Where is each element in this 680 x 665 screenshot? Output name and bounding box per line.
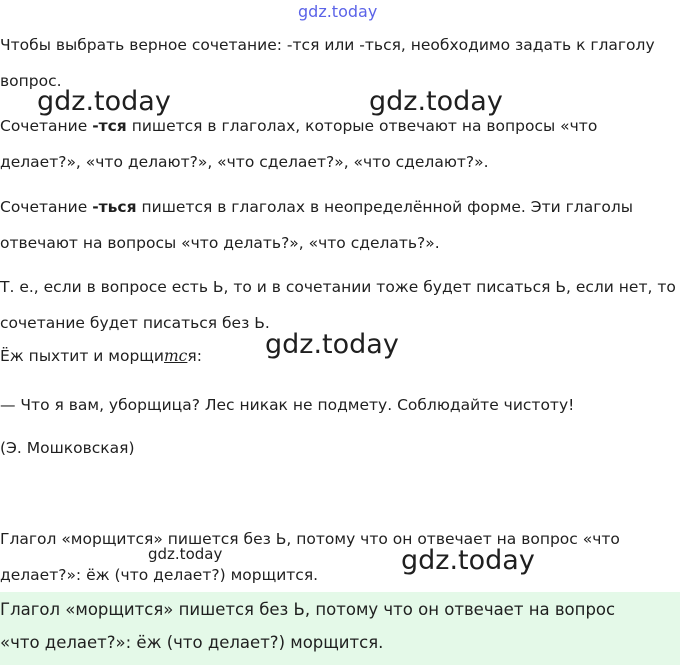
answer-box: [0, 592, 680, 665]
explanation-line-2: делает?»: ёж (что делает?) морщится.: [0, 566, 319, 584]
watermark-top: gdz.today: [298, 2, 378, 21]
tsya2-rule-line-2: отвечают на вопросы «что делать?», «что сделать?».: [0, 234, 440, 252]
intro-line-2: вопрос.: [0, 72, 62, 90]
watermark-5: gdz.today: [401, 545, 535, 576]
watermark-3: gdz.today: [265, 329, 399, 360]
rule-line-2: сочетание будет писаться без Ь.: [0, 314, 270, 332]
intro-line-1: Чтобы выбрать верное сочетание: -тся или -ться, необходимо задать к глаголу: [0, 36, 655, 54]
tsya2-rule-line-1: [0, 188, 633, 226]
poem-line-1-post: я:: [187, 347, 202, 365]
poem-line-2: — Что я вам, уборщица? Лес никак не подмету. Соблюдайте чистоту!: [0, 396, 575, 414]
rule-line-1: Т. е., если в вопросе есть Ь, то и в сочетании тоже будет писаться Ь, если нет, то: [0, 278, 676, 296]
watermark-1: gdz.today: [37, 86, 171, 117]
tsya-rule-post: пишется в глаголах, которые отвечают на вопросы «что: [126, 117, 598, 135]
tsya2-rule-pre: Сочетание: [0, 198, 93, 216]
answer-line-2: «что делает?»: ёж (что делает?) морщится.: [0, 633, 384, 652]
tsya-rule-line-2: делает?», «что делают?», «что сделает?», «что сделают?».: [0, 153, 489, 171]
tsya-rule-bold: -тся: [92, 117, 127, 135]
poem-author: (Э. Мошковская): [0, 439, 135, 457]
poem-fill-in: тс: [163, 347, 188, 365]
tsya-rule-line-1: [0, 107, 597, 145]
answer-line-1: Глагол «морщится» пишется без Ь, потому что он отвечает на вопрос: [0, 600, 616, 619]
poem-line-1: [0, 337, 202, 375]
explanation-line-1: Глагол «морщится» пишется без Ь, потому что он отвечает на вопрос «что: [0, 530, 620, 548]
tsya2-rule-post: пишется в глаголах в неопределённой форме. Эти глаголы: [136, 198, 633, 216]
poem-line-1-pre: Ёж пыхтит и морщи: [0, 347, 164, 365]
tsya-rule-pre: Сочетание: [0, 117, 93, 135]
watermark-2: gdz.today: [369, 86, 503, 117]
watermark-4: gdz.today: [148, 545, 223, 563]
tsya2-rule-bold: -ться: [92, 198, 137, 216]
